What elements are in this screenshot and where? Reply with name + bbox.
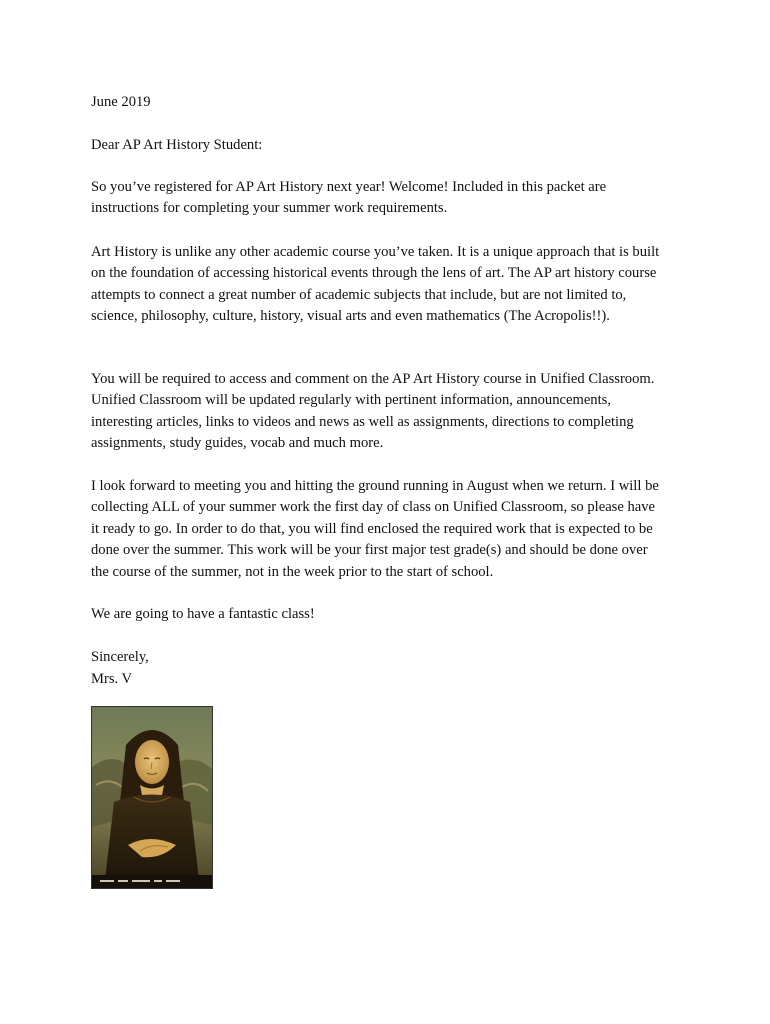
mona-lisa-painting xyxy=(91,706,213,889)
letter-signature: Mrs. V xyxy=(91,671,133,687)
paragraph-welcome: So you’ve registered for AP Art History next year! Welcome! Included in this packet are instructions for completing your summer work requirements. xyxy=(91,179,607,217)
paragraph-summer-work: I look forward to meeting you and hitting the ground running in August when we return. I will be collecting ALL of your summer work the first day of class on Unified Classroom, so please have it ready to go. In order to do that, you will find enclosed the required work that is expected to be done over the summer. This work will be your first major test grade(s) and should be done over the course of the summer, not in the week prior to the start of school. xyxy=(91,478,659,580)
paragraph-course-description: Art History is unlike any other academic course you’ve taken. It is a unique approach that is built on the foundation of accessing historical events through the lens of art. The AP art history course attempts to connect a great number of academic subjects that include, but are not limited to, science, philosophy, culture, history, visual arts and even mathematics (The Acropolis!!). xyxy=(91,244,660,325)
paragraph-fantastic-class: We are going to have a fantastic class! xyxy=(91,606,315,622)
mona-lisa-painting-icon xyxy=(92,707,212,888)
paragraph-unified-classroom: You will be required to access and comment on the AP Art History course in Unified Classroom. Unified Classroom will be updated regularly with pertinent information, announcements, interesting articles, links to videos and news as well as assignments, directions to completing assignments, study guides, vocab and much more. xyxy=(91,371,655,452)
letter-closing: Sincerely, xyxy=(91,649,149,665)
letter-salutation: Dear AP Art History Student: xyxy=(91,137,263,153)
letter-date: June 2019 xyxy=(91,94,151,110)
